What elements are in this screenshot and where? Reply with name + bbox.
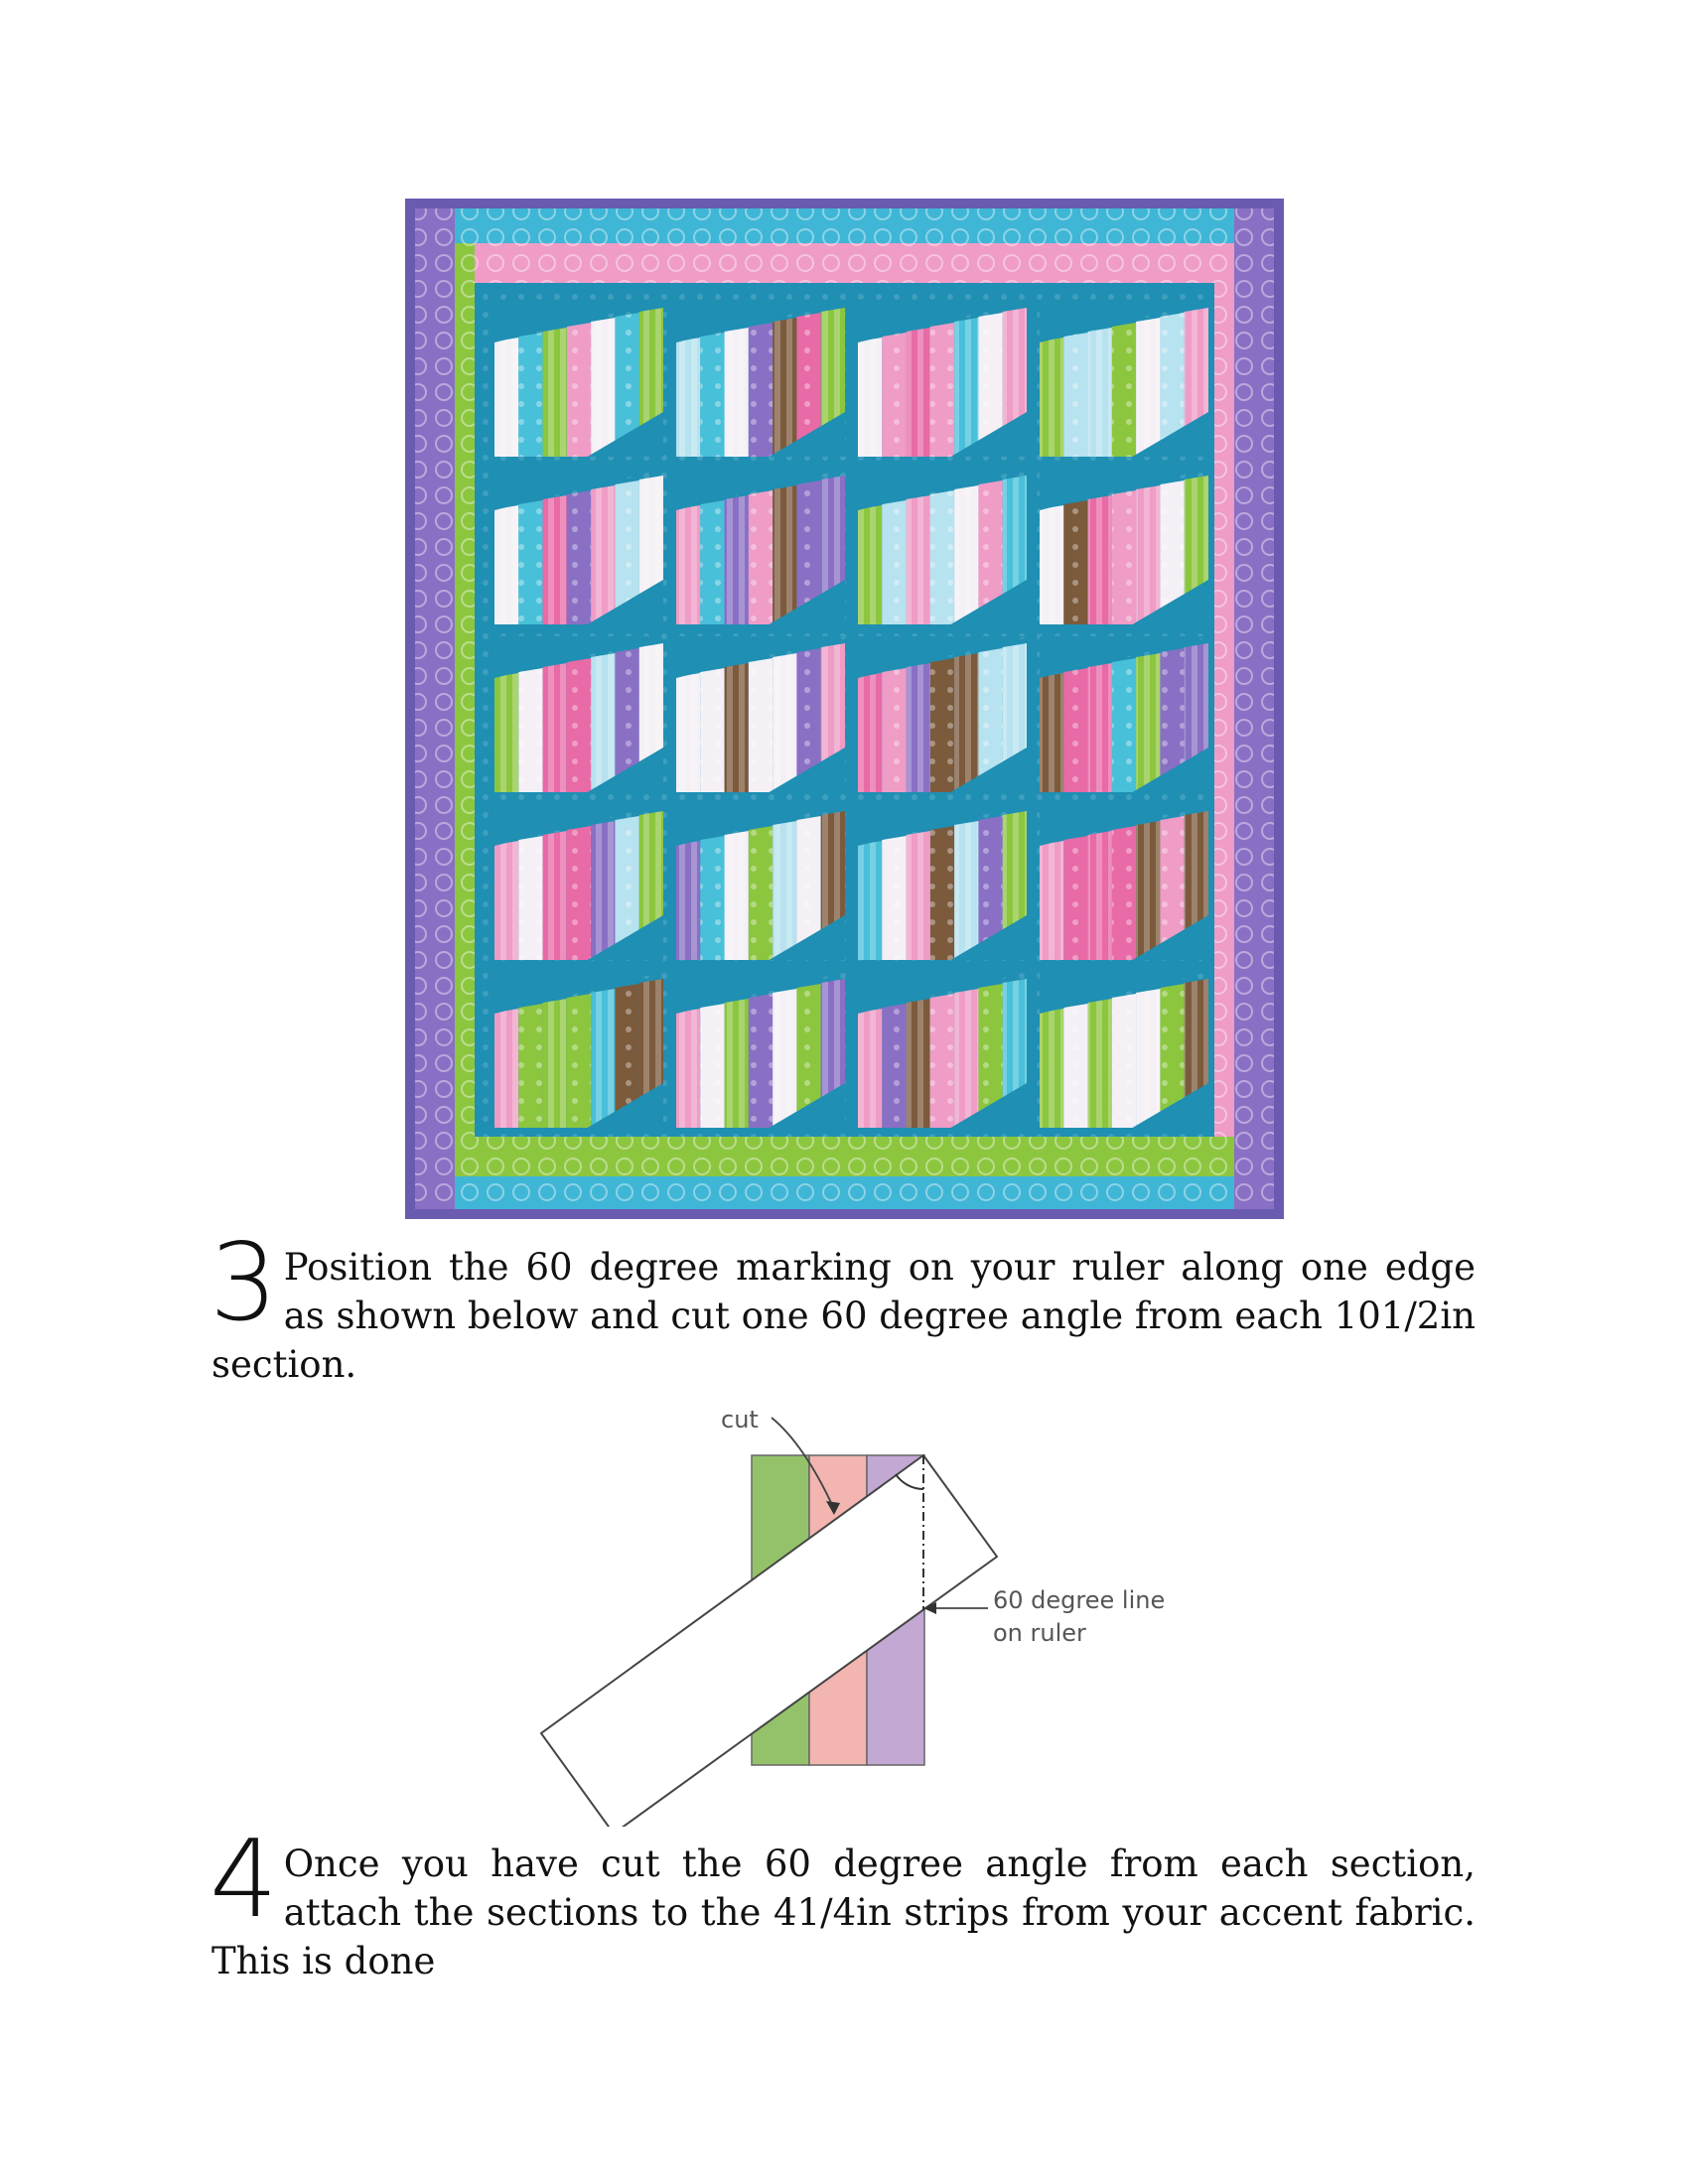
quilt-strip-pattern bbox=[591, 989, 615, 1128]
quilt-strip-pattern bbox=[1040, 841, 1063, 960]
quilt-strip-pattern bbox=[543, 495, 567, 624]
quilt-strip-pattern bbox=[676, 673, 700, 792]
quilt-strip-pattern bbox=[858, 505, 882, 624]
quilt-strip-pattern bbox=[954, 653, 978, 792]
quilt-border-pattern bbox=[415, 1176, 1274, 1209]
quilt-strip-pattern bbox=[494, 673, 518, 792]
quilt-strip-pattern bbox=[1112, 490, 1136, 624]
quilt-strip-pattern bbox=[591, 318, 615, 457]
quilt-strip-pattern bbox=[494, 338, 518, 457]
quilt-strip-pattern bbox=[1112, 826, 1136, 960]
quilt-strip-pattern bbox=[543, 999, 567, 1128]
quilt-strip-pattern bbox=[518, 836, 542, 960]
quilt-strip-pattern bbox=[954, 485, 978, 624]
quilt-strip-pattern bbox=[749, 658, 773, 792]
quilt-border-pattern bbox=[415, 243, 1274, 283]
quilt-strip-pattern bbox=[543, 831, 567, 960]
quilt-strip-pattern bbox=[1040, 338, 1063, 457]
quilt-strip-pattern bbox=[700, 500, 724, 624]
quilt-strip-pattern bbox=[907, 999, 930, 1128]
quilt-strip-pattern bbox=[1088, 663, 1112, 792]
quilt-strip-pattern bbox=[676, 1009, 700, 1128]
quilt-strip-pattern bbox=[930, 658, 954, 792]
quilt-strip-pattern bbox=[882, 836, 906, 960]
quilt-border-pattern bbox=[1234, 208, 1274, 1209]
quilt-border-pattern bbox=[1214, 243, 1234, 1137]
quilt-strip-pattern bbox=[725, 663, 749, 792]
step-number: 3 bbox=[210, 1221, 278, 1345]
quilt-border-pattern bbox=[455, 243, 475, 1137]
quilt-strip-pattern bbox=[749, 826, 773, 960]
quilt-strip-pattern bbox=[1088, 999, 1112, 1128]
quilt-strip-pattern bbox=[676, 841, 700, 960]
quilt-strip-pattern bbox=[749, 490, 773, 624]
quilt-strip-pattern bbox=[1136, 318, 1160, 457]
quilt-strip-pattern bbox=[494, 505, 518, 624]
quilt-strip-pattern bbox=[494, 841, 518, 960]
quilt-strip-pattern bbox=[543, 328, 567, 457]
quilt-strip-pattern bbox=[518, 1004, 542, 1128]
cutting-diagram bbox=[536, 1400, 1172, 1827]
quilt-strip-pattern bbox=[567, 323, 591, 457]
quilt-strip-pattern bbox=[1063, 333, 1087, 457]
quilt-strip-pattern bbox=[1063, 668, 1087, 792]
quilt-strip-pattern bbox=[882, 500, 906, 624]
step-text: Once you have cut the 60 degree angle from each section, attach the sections to the 41/4in strips from your accent fabric. This is done bbox=[211, 1843, 1476, 1982]
quilt-strip-pattern bbox=[725, 328, 749, 457]
quilt-strip-pattern bbox=[749, 323, 773, 457]
quilt-strip-pattern bbox=[1040, 1009, 1063, 1128]
cut-label: cut bbox=[721, 1406, 759, 1433]
quilt-strip-pattern bbox=[954, 821, 978, 960]
quilt-border-pattern bbox=[415, 208, 455, 1209]
quilt-strip-pattern bbox=[882, 668, 906, 792]
quilt-strip-pattern bbox=[954, 318, 978, 457]
quilt-strip-pattern bbox=[1136, 821, 1160, 960]
quilt-strip-pattern bbox=[773, 318, 796, 457]
quilt-strip-pattern bbox=[773, 989, 796, 1128]
quilt-strip-pattern bbox=[1040, 673, 1063, 792]
quilt-strip-pattern bbox=[882, 1004, 906, 1128]
step-4 bbox=[210, 1818, 1476, 1985]
quilt-strip-pattern bbox=[725, 999, 749, 1128]
quilt-strip-pattern bbox=[907, 663, 930, 792]
quilt-strip-pattern bbox=[700, 668, 724, 792]
line-label-2: on ruler bbox=[993, 1619, 1086, 1647]
quilt-strip-pattern bbox=[591, 485, 615, 624]
quilt-strip-pattern bbox=[518, 333, 542, 457]
quilt-strip-pattern bbox=[773, 485, 796, 624]
quilt-strip-pattern bbox=[1136, 989, 1160, 1128]
quilt-strip-pattern bbox=[1136, 653, 1160, 792]
step-3 bbox=[210, 1221, 1476, 1389]
quilt-strip-pattern bbox=[749, 994, 773, 1128]
quilt-strip-pattern bbox=[567, 490, 591, 624]
quilt-strip-pattern bbox=[591, 821, 615, 960]
quilt-photo bbox=[405, 199, 1284, 1219]
line-label-1: 60 degree line bbox=[993, 1586, 1166, 1614]
quilt-strip-pattern bbox=[930, 490, 954, 624]
quilt-strip-pattern bbox=[1063, 1004, 1087, 1128]
quilt-strip-pattern bbox=[1063, 836, 1087, 960]
quilt-border-pattern bbox=[415, 208, 1274, 243]
quilt-strip-pattern bbox=[907, 328, 930, 457]
quilt-strip-pattern bbox=[591, 653, 615, 792]
quilt-strip-pattern bbox=[676, 505, 700, 624]
quilt-strip-pattern bbox=[858, 673, 882, 792]
quilt-strip-pattern bbox=[567, 826, 591, 960]
quilt-strip-pattern bbox=[567, 994, 591, 1128]
quilt-strip-pattern bbox=[907, 831, 930, 960]
quilt-strip-pattern bbox=[725, 831, 749, 960]
quilt-strip-pattern bbox=[930, 323, 954, 457]
quilt-strip-pattern bbox=[1063, 500, 1087, 624]
quilt-strip-pattern bbox=[907, 495, 930, 624]
quilt-strip-pattern bbox=[1088, 831, 1112, 960]
quilt-strip-pattern bbox=[1088, 495, 1112, 624]
quilt-strip-pattern bbox=[494, 1009, 518, 1128]
quilt-strip-pattern bbox=[700, 333, 724, 457]
quilt-strip-pattern bbox=[1112, 323, 1136, 457]
quilt-strip-pattern bbox=[1136, 485, 1160, 624]
quilt-strip-pattern bbox=[954, 989, 978, 1128]
quilt-strip-pattern bbox=[858, 1009, 882, 1128]
step-number: 4 bbox=[210, 1818, 278, 1942]
quilt-strip-pattern bbox=[858, 338, 882, 457]
step-text: Position the 60 degree marking on your ruler along one edge as shown below and cut one 60 degree angle from each 101/2in section. bbox=[211, 1246, 1476, 1386]
quilt-strip-pattern bbox=[543, 663, 567, 792]
quilt-strip-pattern bbox=[700, 836, 724, 960]
quilt-strip-pattern bbox=[773, 653, 796, 792]
quilt-strip-pattern bbox=[518, 500, 542, 624]
quilt-strip-pattern bbox=[518, 668, 542, 792]
quilt-strip-pattern bbox=[930, 994, 954, 1128]
quilt-strip-pattern bbox=[773, 821, 796, 960]
quilt-strip-pattern bbox=[700, 1004, 724, 1128]
quilt-strip-pattern bbox=[725, 495, 749, 624]
quilt-strip-pattern bbox=[930, 826, 954, 960]
quilt-strip-pattern bbox=[1112, 994, 1136, 1128]
quilt-strip-pattern bbox=[567, 658, 591, 792]
quilt-strip-pattern bbox=[858, 841, 882, 960]
quilt-border-pattern bbox=[415, 1137, 1274, 1176]
quilt-strip-pattern bbox=[676, 338, 700, 457]
quilt-strip-pattern bbox=[1040, 505, 1063, 624]
quilt-strip-pattern bbox=[1088, 328, 1112, 457]
quilt-strip-pattern bbox=[882, 333, 906, 457]
quilt-strip-pattern bbox=[1112, 658, 1136, 792]
